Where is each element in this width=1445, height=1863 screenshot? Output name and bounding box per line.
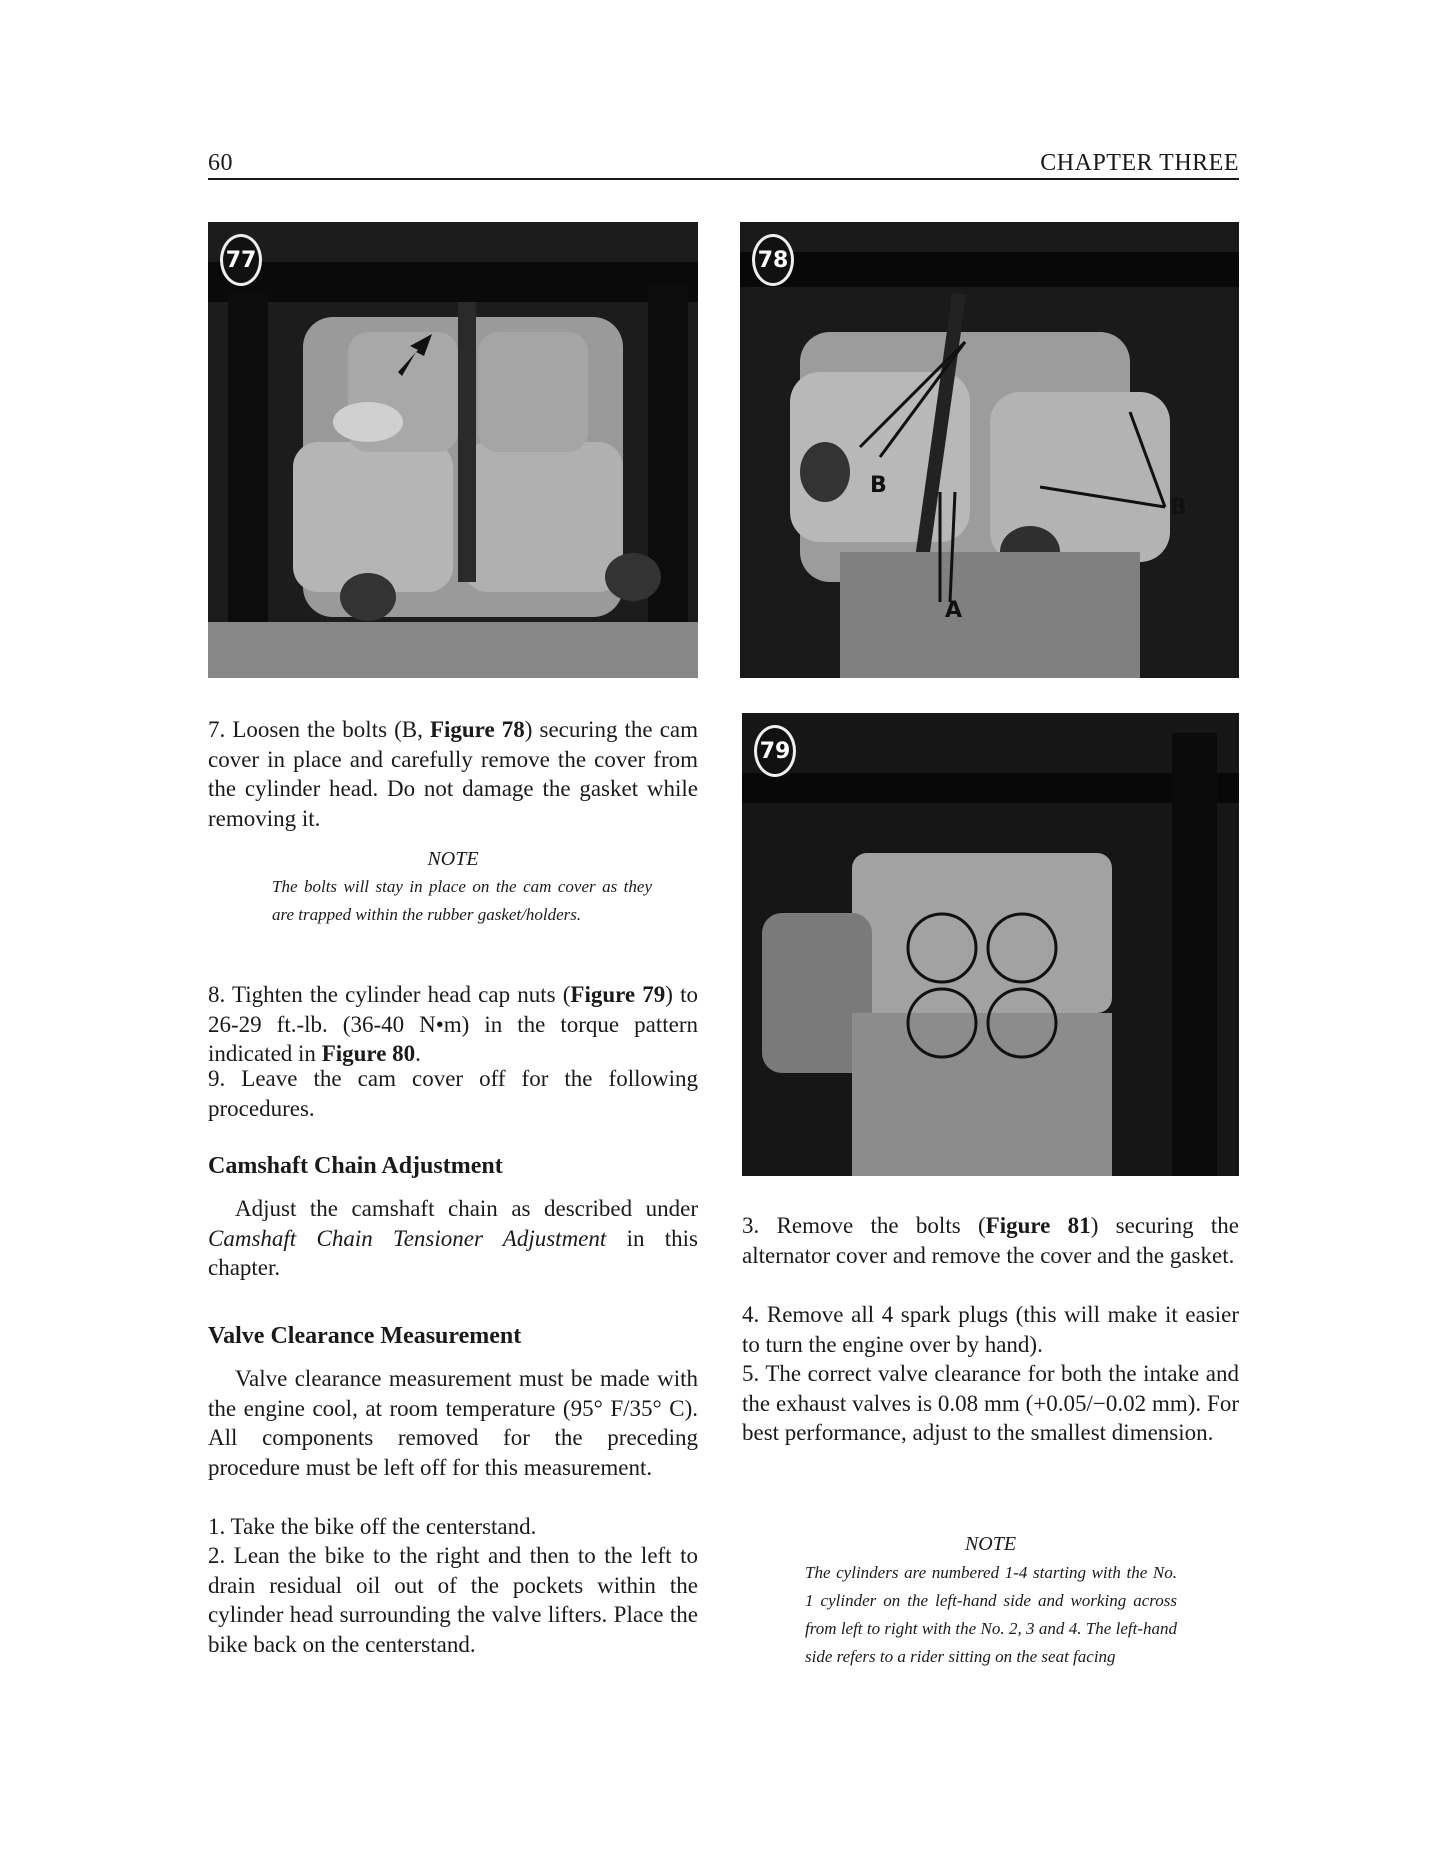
step-7-post: ) securing the cam cover in place and carefully remove the cover from the cylinder head. Do not damage the gasket while removing it. [208,717,699,831]
header-rule [208,178,1239,180]
callout-label-a: A [945,598,963,623]
camshaft-paragraph [208,1194,698,1283]
step-8 [208,980,698,1069]
step-8-pre: 8. Tighten the cylinder head cap nuts ( [208,982,571,1007]
step-2: 2. Lean the bike to the right and then to the left to drain residual oil out of the pockets within the cylinder head surrounding the valve lifters. Place the bike back on the centerstand. [208,1543,698,1657]
figure-reference: Figure 80 [321,1041,416,1066]
camshaft-post: in this chapter. [208,1225,699,1280]
section-heading-camshaft: Camshaft Chain Adjustment [208,1153,503,1179]
page-number: 60 [208,150,233,176]
figure-reference: Figure 79 [570,982,666,1007]
step-8-mid: ) to 26-29 ft.-lb. (36-40 N•m) in the torque pattern indicated in [208,982,698,1066]
step-8-post: . [415,1041,421,1066]
figure-number-badge: 77 [220,234,262,286]
engine-photo-image [208,222,698,678]
note-text: The bolts will stay in place on the cam cover as they are trapped within the rubber gasket/holders. [272,877,652,924]
step-1: 1. Take the bike off the centerstand. [208,1514,537,1539]
step-9: 9. Leave the cam cover off for the following procedures. [208,1066,698,1121]
step-3 [742,1211,1239,1270]
step-7 [208,715,698,833]
section-heading-valve: Valve Clearance Measurement [208,1323,522,1349]
note-heading: NOTE [427,848,479,870]
step-7-pre: 7. Loosen the bolts (B, [208,717,430,742]
engine-photo-image [740,222,1239,678]
step-5: 5. The correct valve clearance for both the intake and the exhaust valves is 0.08 mm (+0.05/−0.02 mm). For best performance, adjust to the smallest dimension. [742,1361,1239,1445]
figure-77-photo [208,222,698,678]
figure-number-badge: 79 [754,725,796,777]
figure-number-badge: 78 [752,234,794,286]
step-3-pre: 3. Remove the bolts ( [742,1213,986,1238]
note-text: The cylinders are numbered 1-4 starting with the No. 1 cylinder on the left-hand side and working across from left to right with the No. 2, 3 and 4. The left-hand side refers to a rider sitting on the seat facing [805,1563,1177,1666]
callout-label-b: B [870,473,887,498]
figure-reference: Figure 78 [429,717,525,742]
valve-intro: Valve clearance measurement must be made with the engine cool, at room temperature (95° F/35° C). All components removed for the preceding procedure must be left off for this measurement. [208,1366,698,1480]
figure-79-photo [742,713,1239,1176]
camshaft-pre: Adjust the camshaft chain as described under [235,1196,698,1221]
note-heading: NOTE [964,1533,1017,1555]
chapter-title: CHAPTER THREE [1040,150,1239,176]
step-4: 4. Remove all 4 spark plugs (this will make it easier to turn the engine over by hand). [742,1302,1239,1357]
callout-label-b2: B [1170,495,1187,520]
engine-photo-image [742,713,1239,1176]
figure-78-photo [740,222,1239,678]
step-3-post: ) securing the alternator cover and remove the cover and the gasket. [742,1213,1239,1268]
figure-reference: Figure 81 [985,1213,1091,1238]
camshaft-italic: Camshaft Chain Tensioner Adjustment [208,1225,607,1251]
